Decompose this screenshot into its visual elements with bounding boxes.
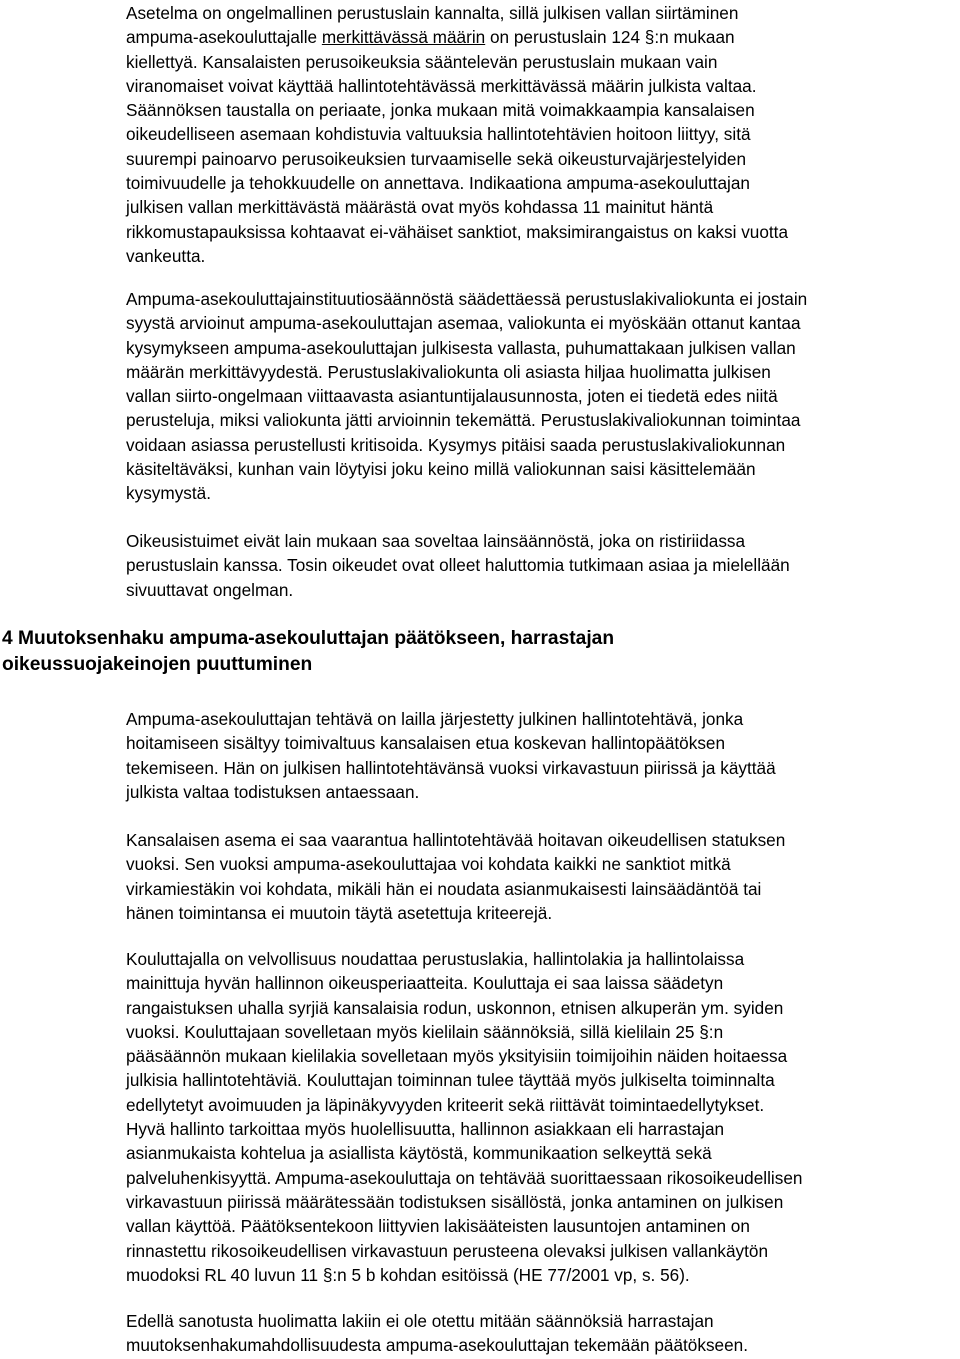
text-line: oikeudelliseen asemaan kohdistuvia valtuuksia hallintotehtävien hoitoon liittyy, sitä bbox=[126, 124, 751, 145]
text-line: rikkomustapauksissa kohtaavat ei-vähäiset sanktiot, maksimirangaistus on kaksi vuotta bbox=[126, 221, 789, 242]
text-line: Säännöksen taustalla on periaate, jonka mukaan mitä voimakkaampia kansalaisen bbox=[126, 100, 755, 121]
text-line: vankeutta. bbox=[126, 245, 206, 266]
text-line: sivuuttavat ongelman. bbox=[126, 579, 294, 600]
text-line: suurempi painoarvo perusoikeuksien turvaamiselle sekä oikeusturvajärjestelyiden bbox=[126, 148, 747, 169]
heading-line: 4 Muutoksenhaku ampuma-asekouluttajan päätökseen, harrastajan bbox=[2, 628, 615, 649]
text-line: rinnastettu rikosoikeudellisen virkavastuun perusteena olevaksi julkisen vallankäytön bbox=[126, 1240, 769, 1261]
text-line: virkavastuun piirissä määrätessään todistuksen sisällöstä, jonka antaminen on julkisen bbox=[126, 1191, 784, 1212]
text-line: Ampuma-asekouluttajainstituutiosäännöstä säädettäessä perustuslakivaliokunta ei jostain bbox=[126, 289, 808, 309]
paragraph-constitutional-problem bbox=[126, 1, 956, 268]
text-line: vallan käyttöä. Päätöksentekoon liittyvien lakisääteisten lausuntojen antaminen on bbox=[126, 1216, 750, 1237]
text-line: vuoksi. Sen vuoksi ampuma-asekouluttajaa voi kohdata kaikki ne sanktiot mitkä bbox=[126, 854, 731, 875]
text-line: Hyvä hallinto tarkoittaa myös huolellisuutta, hallinnon asiakkaan eli harrastajan bbox=[126, 1119, 725, 1140]
text-line: Kouluttajalla on velvollisuus noudattaa perustuslakia, hallintolakia ja hallintolaissa bbox=[126, 949, 745, 969]
text-line: julkisen vallan merkittävästä määrästä ovat myös kohdassa 11 mainitut häntä bbox=[126, 197, 714, 218]
text-line: julkisia hallintotehtäviä. Kouluttajan toiminnan tulee täyttää myös julkiselta toiminnalta bbox=[126, 1070, 775, 1091]
paragraph-committee-assessment bbox=[126, 287, 956, 506]
text-line: perusteluja, miksi valiokunta jätti arvioinnin tekemättä. Perustuslakivaliokunnan toimintaa bbox=[126, 410, 801, 431]
section-heading bbox=[2, 626, 952, 678]
text-line: vallan siirto-ongelmaan viittaavasta asiantuntijalausunnosta, joten ei tiedetä edes niitä bbox=[126, 386, 778, 407]
text-line: muodoksi RL 40 luvun 11 §:n 5 b kohdan esitöissä (HE 77/2001 vp, s. 56). bbox=[126, 1264, 690, 1285]
text-line: kiellettyä. Kansalaisten perusoikeuksia sääntelevän perustuslain mukaan vain bbox=[126, 51, 718, 72]
paragraph-trainer-task bbox=[126, 707, 956, 804]
text-line: Asetelma on ongelmallinen perustuslain kannalta, sillä julkisen vallan siirtäminen bbox=[126, 3, 739, 23]
text-line: kysymystä. bbox=[126, 483, 211, 504]
paragraph-citizen-position bbox=[126, 828, 956, 925]
text-line: rangaistuksen uhalla syrjiä kansalaisia rodun, uskonnon, etnisen alkuperän ym. syiden bbox=[126, 997, 784, 1018]
text-line bbox=[126, 25, 956, 49]
text-line: hoitamiseen sisältyy toimivaltuus kansalaisen etua koskevan hallintopäätöksen bbox=[126, 733, 726, 754]
paragraph-no-appeal bbox=[126, 1309, 956, 1358]
text-line: tekemiseen. Hän on julkisen hallintotehtävänsä vuoksi virkavastuun piirissä ja käyttää bbox=[126, 757, 776, 778]
text-line: Ampuma-asekouluttajan tehtävä on lailla järjestetty julkinen hallintotehtävä, jonka bbox=[126, 709, 744, 729]
text-line: hänen toimintansa ei muutoin täytä asetettuja kriteerejä. bbox=[126, 902, 553, 923]
paragraph-trainer-obligations bbox=[126, 947, 956, 1287]
paragraph-courts bbox=[126, 529, 956, 602]
text-line: palveluhenkisyyttä. Ampuma-asekouluttaja on tehtävää suorittaessaan rikosoikeudellisen bbox=[126, 1167, 803, 1188]
text-line: Edellä sanotusta huolimatta lakiin ei ole otettu mitään säännöksiä harrastajan bbox=[126, 1311, 714, 1331]
text-fragment: ampuma-asekouluttajalle bbox=[126, 27, 322, 48]
text-line: määrän merkittävyydestä. Perustuslakivaliokunta oli asiasta hiljaa huolimatta julkisen bbox=[126, 361, 771, 382]
text-line: virkamiestäkin voi kohdata, mikäli hän ei noudata asianmukaisesti lainsäädäntöä tai bbox=[126, 878, 762, 899]
text-line: edellytetyt avoimuuden ja läpinäkyvyyden kriteerit sekä riittävät toimintaedellytykset. bbox=[126, 1094, 765, 1115]
text-line: Oikeusistuimet eivät lain mukaan saa soveltaa lainsäännöstä, joka on ristiriidassa bbox=[126, 531, 746, 551]
text-line: kysymykseen ampuma-asekouluttajan julkisesta vallasta, puhumattakaan julkisen vallan bbox=[126, 337, 796, 358]
text-line: pääsäännön mukaan kielilakia sovelletaan myös yksityisiin toimijoihin näiden hoitaessa bbox=[126, 1046, 788, 1067]
text-line: julkista valtaa todistuksen antaessaan. bbox=[126, 781, 420, 802]
text-line: vuoksi. Kouluttajaan sovelletaan myös kielilain säännöksiä, sillä kielilain 25 §:n bbox=[126, 1021, 724, 1042]
text-line: perustuslain kanssa. Tosin oikeudet ovat olleet haluttomia tutkimaan asiaa ja mielellään bbox=[126, 555, 790, 576]
underlined-text: merkittävässä määrin bbox=[321, 27, 486, 48]
heading-line: oikeussuojakeinojen puuttuminen bbox=[2, 654, 313, 675]
text-line: Kansalaisen asema ei saa vaarantua hallintotehtävää hoitavan oikeudellisen statuksen bbox=[126, 830, 786, 850]
text-line: asianmukaista kohtelua ja asiallista käytöstä, kommunikaation selkeyttä sekä bbox=[126, 1143, 712, 1164]
text-line: muutoksenhakumahdollisuudesta ampuma-asekouluttajan tekemään päätökseen. bbox=[126, 1335, 749, 1356]
text-line: syystä arvioinut ampuma-asekouluttajan asemaa, valiokunta ei myöskään ottanut kantaa bbox=[126, 313, 801, 334]
text-line: käsiteltäväksi, kunhan vain löytyisi joku keino millä valiokunnan saisi käsittelemään bbox=[126, 459, 756, 480]
text-line: toimivuudelle ja tehokkuudelle on annettava. Indikaationa ampuma-asekouluttajan bbox=[126, 173, 750, 194]
text-line: viranomaiset voivat käyttää hallintotehtävässä merkittävässä määrin julkista valtaa. bbox=[126, 75, 757, 96]
text-line: mainittuja hyvän hallinnon oikeusperiaatteita. Kouluttaja ei saa laissa säädetyn bbox=[126, 973, 724, 994]
text-fragment: on perustuslain 124 §:n mukaan bbox=[485, 27, 735, 48]
text-line: voidaan asiassa perustellusti kritisoida. Kysymys pitäisi saada perustuslakivaliokunnan bbox=[126, 434, 786, 455]
